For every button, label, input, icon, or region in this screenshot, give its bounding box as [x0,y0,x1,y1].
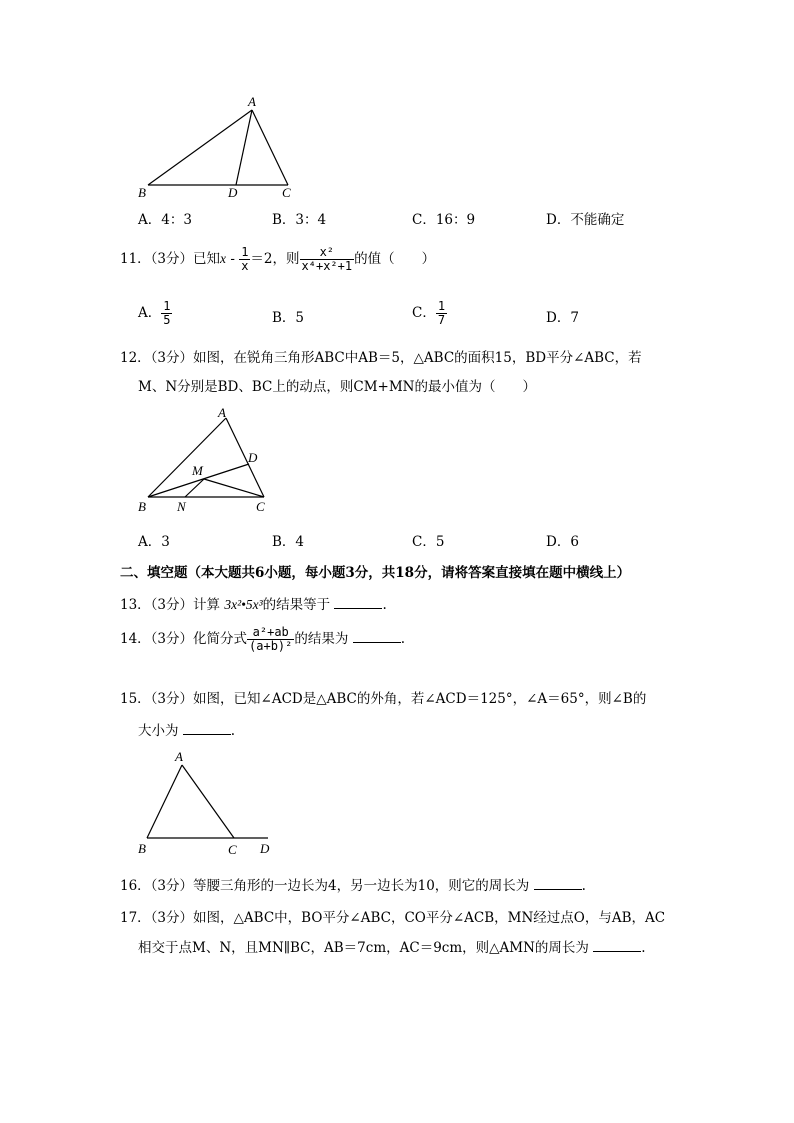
q16-text: 16．（3分）等腰三角形的一边长为4，另一边长为10，则它的周长为 [120,878,530,894]
q11-option-c-label: C． [412,305,436,322]
segment-ac [226,418,264,497]
segment-ba [148,110,252,185]
q13-prefix: 13．（3分）计算 [120,597,221,613]
segment-cm [204,479,264,497]
segment-ac [182,765,234,838]
q11-option-a-label: A． [138,305,162,322]
q14-denominator: (a+b)² [249,639,293,654]
question-14 [120,626,405,653]
question-16 [120,874,586,894]
label-b: B [138,499,146,514]
q12-option-c[interactable]: C．5 [412,534,445,550]
figure-q10 [130,90,310,205]
q11-option-a-num: 1 [163,299,171,313]
q10-option-c[interactable]: C．16：9 [412,212,476,228]
label-n: N [177,499,186,514]
q15-line-2-text: 大小为 [138,723,179,739]
q16-answer-blank[interactable] [534,877,582,890]
q16-end: . [581,878,586,894]
q11-option-a-den: 5 [163,313,171,328]
q11-minus: - [226,251,240,268]
q15-end: . [230,723,236,739]
label-a: A [248,94,256,109]
q11-suffix: 的值（ ） [354,251,436,268]
q14-fraction [247,626,294,653]
q17-line-2-text: 相交于点M、N，且MN∥BC，AB＝7cm，AC＝9cm，则△AMN的周长为 [138,940,589,956]
figure-q15 [130,746,280,861]
q11-eq: ＝2，则 [250,251,300,268]
q17-end: . [641,940,646,956]
question-12-line-1: 12．（3分）如图，在锐角三角形ABC中AB＝5，△ABC的面积15，BD平分∠ABC，若 [120,350,642,366]
label-d: D [260,841,270,856]
q11-option-d[interactable]: D．7 [546,310,579,326]
label-b: B [138,841,146,856]
q14-numerator: a²+ab [247,626,294,640]
label-d: D [248,450,258,465]
question-12-line-2: M、N分别是BD、BC上的动点，则CM+MN的最小值为（ ） [138,379,536,395]
label-m: M [192,463,203,478]
q11-option-a[interactable] [138,300,172,327]
question-15-line-2 [138,719,235,739]
q12-option-a[interactable]: A．3 [138,534,170,550]
question-17-line-1: 17．（3分）如图，△ABC中，BO平分∠ABC，CO平分∠ACB，MN经过点O，与AB，AC [120,910,666,926]
q10-option-d[interactable]: D．不能确定 [546,212,625,228]
q13-answer-blank[interactable] [334,596,382,609]
q10-option-b[interactable]: B．3：4 [272,212,327,228]
q11-option-c-fraction [436,300,447,327]
question-15-line-1: 15．（3分）如图，已知∠ACD是△ABC的外角，若∠ACD＝125°，∠A＝65°，则∠B的 [120,691,647,707]
q14-prefix: 14．（3分）化简分式 [120,631,248,648]
q11-fraction-2 [300,246,355,273]
q11-x: x [220,251,227,267]
q11-prefix: 11．（3分）已知 [120,251,221,268]
q12-option-d[interactable]: D．6 [546,534,579,550]
figure-q12 [130,402,280,517]
q12-option-b[interactable]: B．4 [272,534,305,550]
q11-fraction-1 [239,246,250,273]
segment-ad [236,110,252,185]
segment-ac [252,110,288,185]
segment-ab [147,765,182,838]
question-17-line-2 [138,936,646,956]
q14-suffix: 的结果为 [294,631,349,648]
label-b: B [138,185,146,200]
label-a: A [175,749,183,764]
q14-answer-blank[interactable] [353,630,401,643]
q13-end: . [382,597,387,613]
q11-option-c-num: 1 [437,299,446,313]
segment-ab [148,418,226,497]
q15-answer-blank[interactable] [183,722,231,735]
q13-suffix: 的结果等于 [262,597,331,613]
q14-end: . [400,631,405,648]
q11-frac1-num: 1 [241,245,249,259]
q11-option-a-fraction [161,300,172,327]
q10-option-a[interactable]: A．4：3 [138,212,192,228]
label-a: A [218,405,226,420]
q11-frac2-num: x² [300,246,355,260]
q11-frac1-den: x [241,259,249,274]
label-c: C [228,842,237,857]
q11-option-c[interactable] [412,300,447,327]
q11-option-c-den: 7 [437,313,446,328]
label-c: C [256,499,265,514]
section-2-heading: 二、填空题（本大题共6小题，每小题3分，共18分，请将答案直接填在题中横线上） [120,565,631,581]
q13-expression: 3x²•5x³ [224,597,263,612]
label-d: D [228,185,238,200]
q11-frac2-den: x⁴+x²+1 [301,259,353,274]
question-11 [120,246,435,273]
q17-answer-blank[interactable] [593,939,641,952]
q11-option-b[interactable]: B．5 [272,310,305,326]
label-c: C [282,185,291,200]
question-13 [120,593,387,613]
